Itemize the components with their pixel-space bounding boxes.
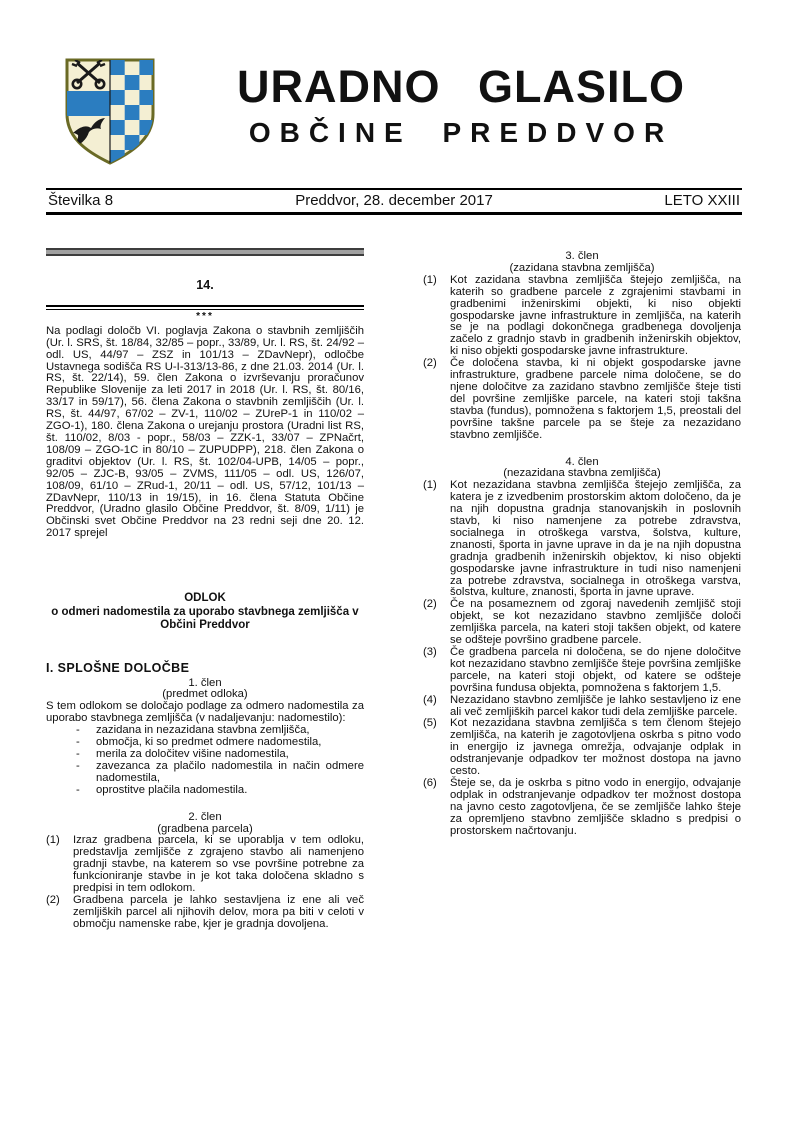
paragraph-text: Kot nezazidana stavbna zemljišča s tem členom štejejo zemljišča, na katerih je zagotovljena oskrba s pitno vodo in energijo iz javnega omrežja, odvajanje odplak in odstranjevanje odpadkov ter možnost dostopa na javno cesto. <box>450 717 741 778</box>
paragraph-number: (2) <box>423 598 437 611</box>
list-item <box>46 785 364 797</box>
list-item-text: oprostitve plačila nadomestila. <box>96 783 248 796</box>
paragraph-number: (5) <box>423 717 437 730</box>
asterisk-separator: *** <box>196 310 214 322</box>
list-item-text: merila za določitev višine nadomestila, <box>96 747 289 760</box>
list-item-text: območja, ki so predmet odmere nadomestila, <box>96 736 322 749</box>
paragraph-number: (2) <box>423 357 437 370</box>
numbered-paragraph <box>423 718 741 778</box>
double-rule-separator <box>46 305 364 310</box>
paragraph-number: (1) <box>423 273 437 286</box>
paragraph-number: (2) <box>46 893 60 906</box>
issue-info-bar <box>46 188 742 215</box>
paragraph-text: Če gradbena parcela ni določena, se do njene določitve kot nezazidano stavbno zemljišče šteje površina zemljiške parcele, na kateri stoji objekt, od katere se odšteje površina fundusa objekta, pomnožena s faktorjem 1,5. <box>450 646 741 694</box>
left-column <box>46 248 364 931</box>
article-1-caption: (predmet odloka) <box>162 688 248 701</box>
numbered-paragraph <box>423 599 741 647</box>
decree-subtitle: o odmeri nadomestila za uporabo stavbnega zemljišča v Občini Preddvor <box>51 605 359 632</box>
paragraph-text: Gradbena parcela je lahko sestavljena iz ene ali več zemljiških parcel ali njihovih delov, mora pa biti v celoti v območju namenske rabe, kjer je gradnja dovoljena. <box>73 893 364 930</box>
paragraph-text: Če na posameznem od zgoraj navedenih zemljišč stoji objekt, se kot nezazidano stavbno zemljišče določi zemljiška parcela, na kateri stoji takšen objekt, od katere se odšteje površino gradbene parcele. <box>450 598 741 647</box>
dash-marker: - <box>76 759 80 772</box>
section-heading: I. SPLOŠNE DOLOČBE <box>46 660 190 675</box>
paragraph-text: Če določena stavba, ki ni objekt gospodarske javne infrastrukture, gradbene parcele nima določene, se do njene določitve za zazidano stavbno zemljišče šteje tisti del površine zemljiške parcele, na kateri stoji takšna stavba (fundus), pomnožena s faktorjem 1,5, preostali del površine takšne parcele pa se šteje za nezazidano stavbno zemljišče. <box>450 357 741 441</box>
list-item-text: zavezanca za plačilo nadomestila in način odmere nadomestila, <box>96 759 364 784</box>
legal-preamble: Na podlagi določb VI. poglavja Zakona o stavbnih zemljiščih (Ur. l. SRS, št. 18/84, 32/85 – popr., 33/89, Ur. l. RS, št. 24/92 – odl. US, 44/97 – ZSZ in 101/13 – ZDavNepr), odločbe Ustavnega sodišča RS U-I-313/13-86, z dne 21.03. 2014 (Ur. l. RS, št. 22/14), 59. člen Zakona o izvrševanju proračunov Republike Slovenije za leti 2017 in 2018 (Ur. l. RS, št. 80/16, 33/17 in 59/17), 56. člena Zakona o stavbnih zemljiščih (Ur. l. RS, št. 44/97, 67/02 – ZV-1, 110/02 – ZUreP-1 in 110/02 – ZGO-1), 180. člena Zakona o urejanju prostora (Uradni list RS, št. 110/02, 8/03 - popr., 58/03 – ZZK-1, 33/07 – ZPNačrt, 108/09 – ZGO-1C in 80/10 – ZUPUDPP), 218. člen Zakona o graditvi objektov (Ur. l. RS, št. 102/04-UPB, 14/05 – popr., 92/05 – ZJC-B, 93/05 – ZVMS, 111/05 – odl. US, 126/07, 108/09, 61/10 – ZRud-1, 20/11 – odl. US, 57/12, 101/13 – ZDavNepr, 110/13 in 19/15), in 16. člena Statuta Občine Preddvor, (Uradno glasilo Občine Preddvor, št. 8/09, 1/11) je Občinski svet Občine Preddvor na 23 redni seji dne 20. 12. 2017 sprejel <box>46 324 364 540</box>
article-4-caption: (nezazidana stavbna zemljišča) <box>503 467 661 480</box>
numbered-paragraph <box>423 275 741 358</box>
issue-date: Preddvor, 28. december 2017 <box>295 192 493 209</box>
paragraph-text: Kot zazidana stavbna zemljišča štejejo zemljišča, na katerih so gradbene parcele z zgrajenimi stavbami in gradbenimi inženirskimi objekti, ki niso objekti gospodarske javne infrastrukture in zemljišča, na katerih se je na podlagi dokončnega gradbenega dovoljenja začelo z gradnjo stavb in gradbenih inženirskih objektov, ki niso objekti gospodarske javne infrastrukture. <box>450 273 741 358</box>
gazette-subtitle: OBČINE PREDDVOR <box>248 117 674 148</box>
dash-marker: - <box>76 747 80 760</box>
shield-icon <box>60 54 160 169</box>
issue-number: Številka 8 <box>48 192 114 209</box>
article-1-intro: S tem odlokom se določajo podlage za odmero nadomestila za uporabo stavbnega zemljišča (v nadaljevanju: nadomestilo): <box>46 700 364 725</box>
paragraph-text: Nezazidano stavbno zemljišče je lahko sestavljeno iz ene ali več zemljiških parcel kakor tudi dela zemljiške parcele. <box>450 693 741 718</box>
article-3-caption: (zazidana stavbna zemljišča) <box>509 261 655 274</box>
article-3-number: 3. člen <box>565 250 599 262</box>
numbered-paragraph <box>423 778 741 838</box>
paragraph-text: Izraz gradbena parcela, ki se uporablja v tem odloku, predstavlja zemljišče z zgrajeno stavbo ali namenjeno gradnji stavbe, na katerem so vse površine potrebne za funkcioniranje stavbe in je kot taka določena skladno s predpisi in tem odlokom. <box>73 834 364 895</box>
dash-marker: - <box>76 783 80 796</box>
article-4-number: 4. člen <box>565 455 599 468</box>
decree-title-block <box>46 592 364 633</box>
entry-number: 14. <box>196 278 214 292</box>
paragraph-number: (1) <box>46 834 60 847</box>
decree-title: ODLOK <box>184 592 226 605</box>
right-column <box>423 248 741 931</box>
masthead <box>46 54 742 174</box>
article-1-bullet-list <box>46 725 364 796</box>
thick-separator <box>46 248 364 256</box>
article-2-number: 2. člen <box>188 810 222 823</box>
gazette-title: URADNO GLASILO <box>237 61 685 112</box>
numbered-paragraph <box>423 358 741 441</box>
issue-year: LETO XXIII <box>664 192 741 209</box>
municipal-coat-of-arms-icon <box>46 54 180 174</box>
article-2-caption: (gradbena parcela) <box>157 822 253 835</box>
dash-marker: - <box>76 724 80 737</box>
paragraph-number: (4) <box>423 693 437 706</box>
paragraph-number: (6) <box>423 776 437 789</box>
two-column-body <box>46 248 742 931</box>
blue-band <box>67 91 110 116</box>
list-item <box>46 761 364 785</box>
numbered-paragraph <box>46 835 364 895</box>
dash-marker: - <box>76 736 80 749</box>
numbered-paragraph <box>423 480 741 599</box>
numbered-paragraph <box>423 695 741 719</box>
list-item-text: zazidana in nezazidana stavbna zemljišča, <box>96 724 310 737</box>
paragraph-text: Šteje se, da je oskrba s pitno vodo in energijo, odvajanje odplak in odstranjevanje odpadkov ter možnost dostopa na javno cesto zagotovljena, če se zemljišče lahko šteje za opremljeno stavbno zemljišče skladno s predpisi o prostorskem načrtovanju. <box>450 776 741 837</box>
numbered-paragraph <box>46 895 364 931</box>
article-1-number: 1. člen <box>188 676 222 689</box>
paragraph-text: Kot nezazidana stavbna zemljišča štejejo zemljišča, za katera je z izvedbenim prostorskim aktom določeno, da je na njih dopustna gradnja stanovanjskih in poslovnih stavb, ki niso namenjene za potrebe zdravstva, socialnega in otroškega varstva, šolstva, kulture, znanosti, športa in javne uprave in da je na njih dopustna gradnja gradbenih inženirskih objektov, ki niso objekti gospodarske javne infrastrukture in tudi niso namenjeni za potrebe zdravstva, socialnega in otroškega varstva, šolstva, kulture, znanosti, športa in javne uprave. <box>450 479 741 599</box>
numbered-paragraph <box>423 647 741 695</box>
paragraph-number: (3) <box>423 646 437 658</box>
masthead-titles <box>180 54 742 147</box>
paragraph-number: (1) <box>423 479 437 492</box>
